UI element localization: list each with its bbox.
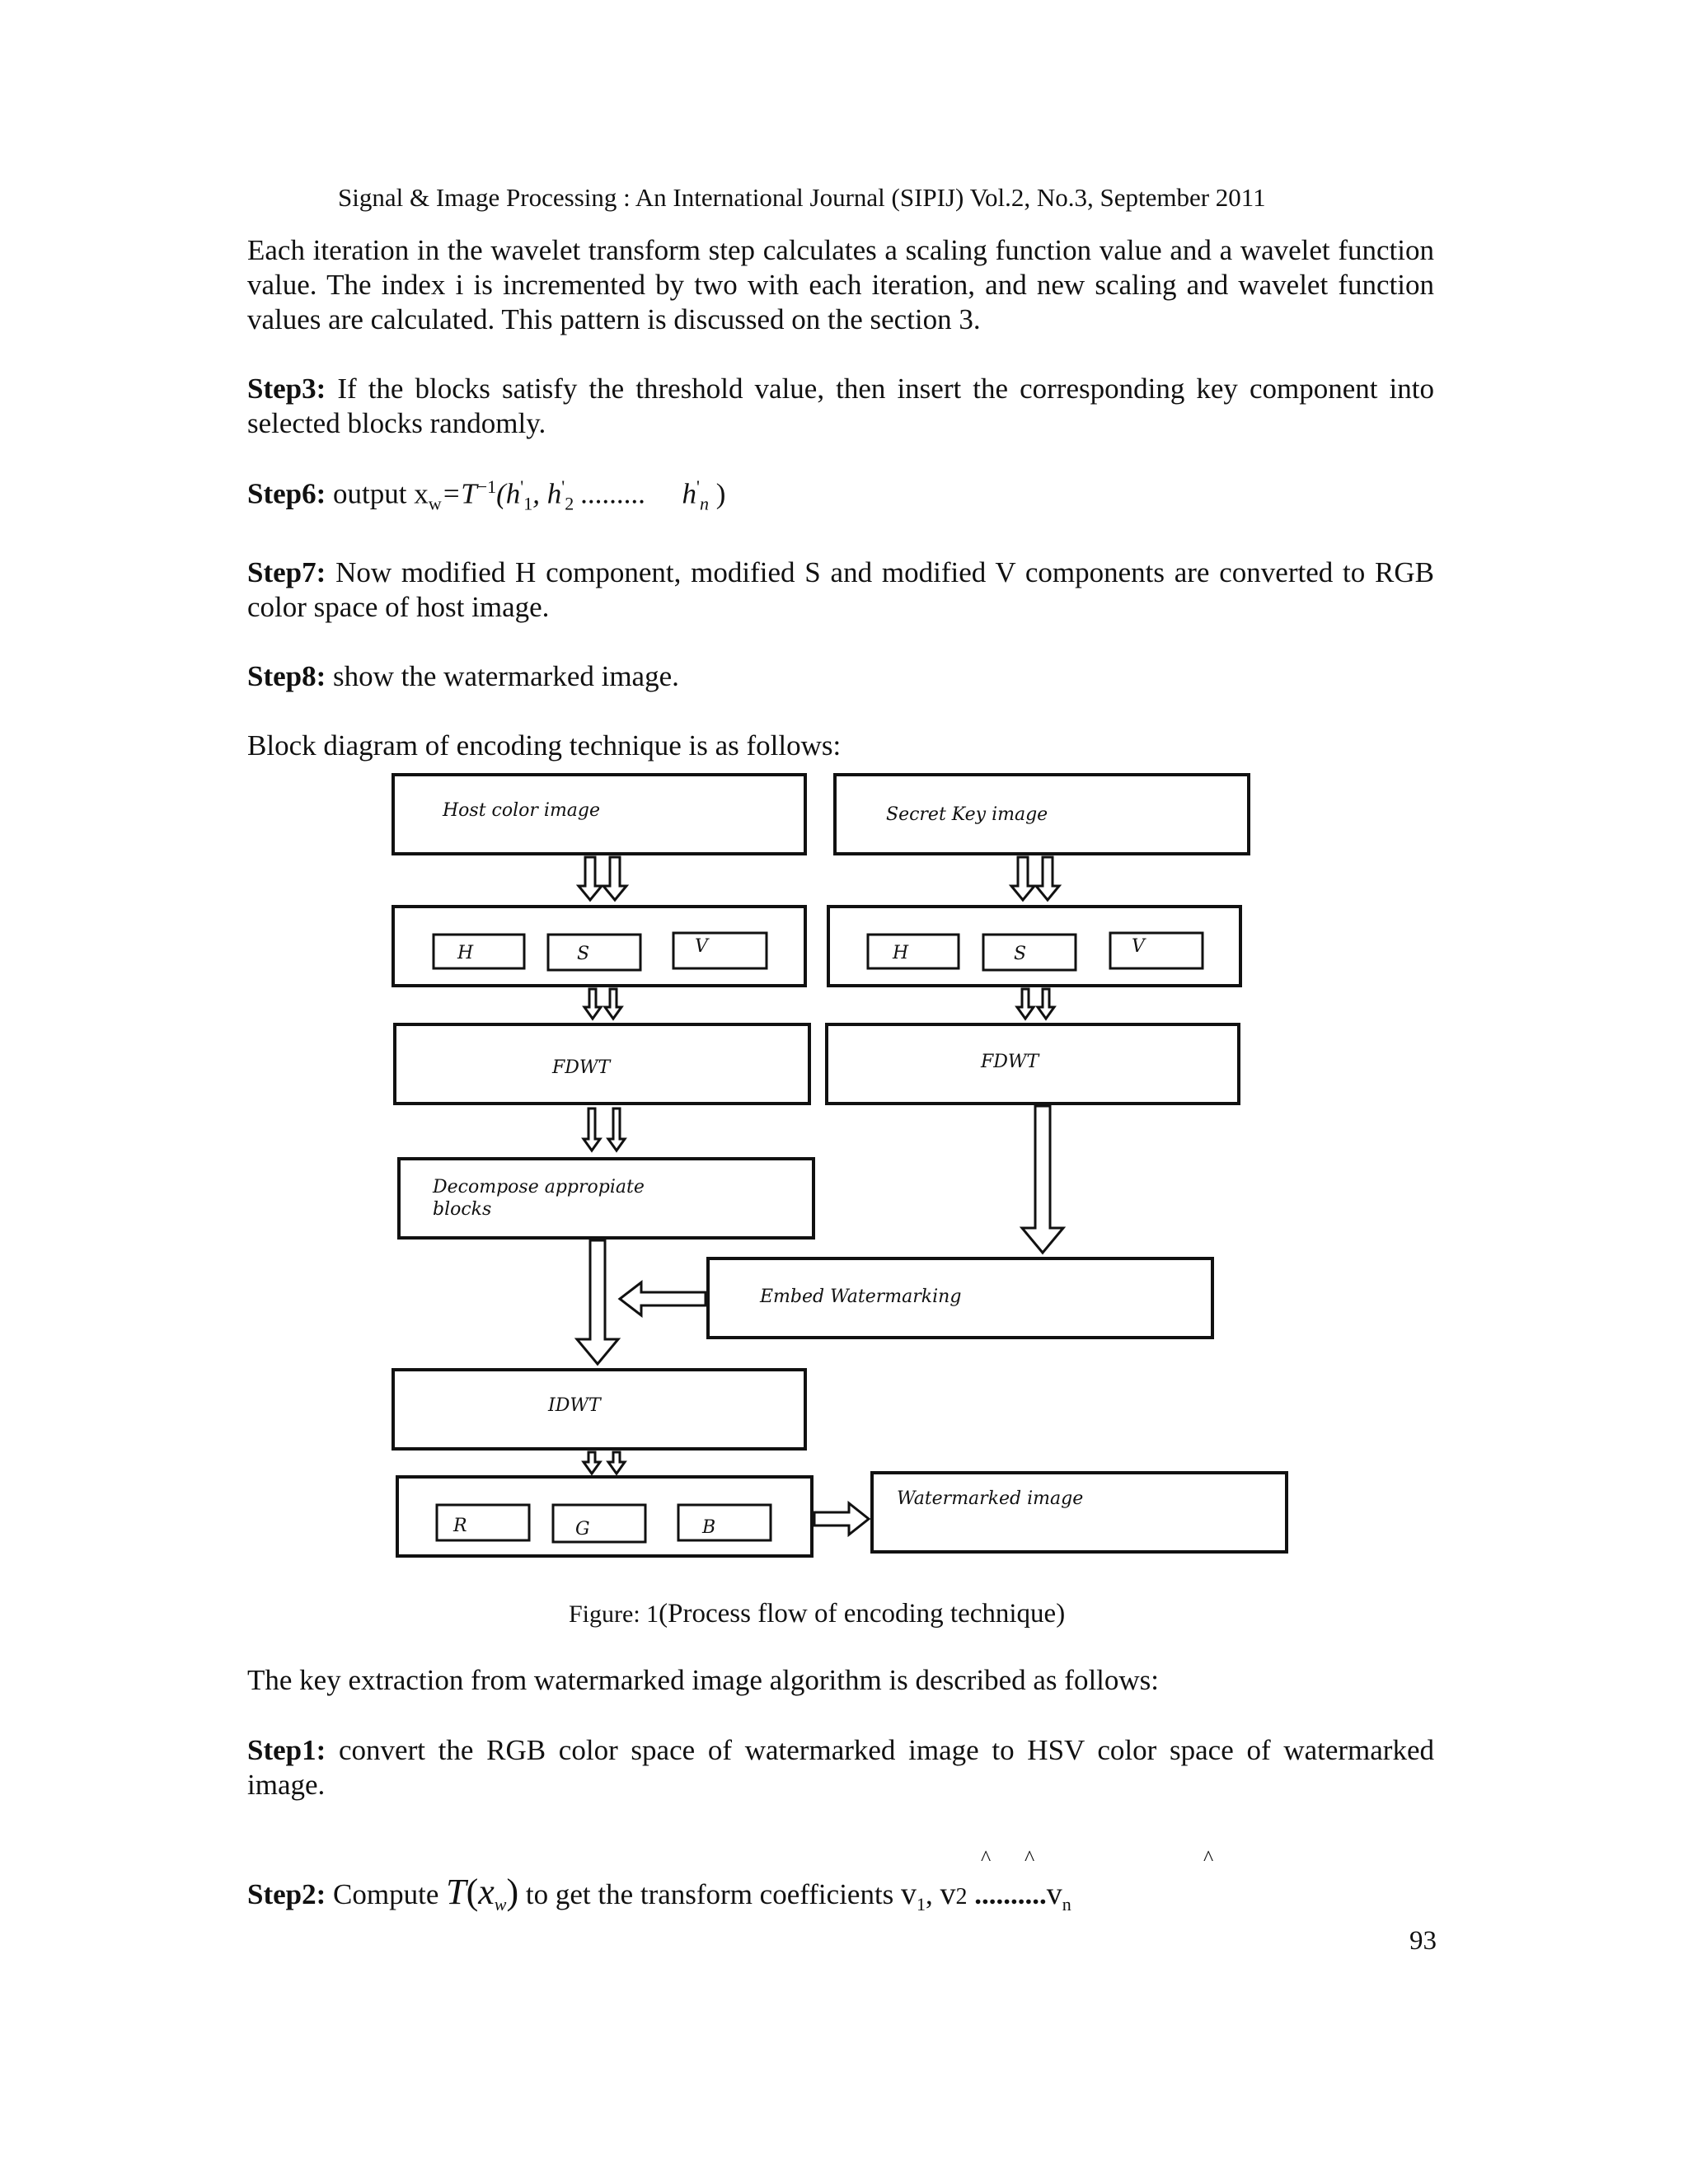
step1-label: Step1: xyxy=(247,1734,326,1766)
step2-comma: , xyxy=(926,1878,933,1910)
s-box-left xyxy=(548,935,640,970)
h-label-right: H xyxy=(893,943,909,963)
step3-text: If the blocks satisfy the threshold value, then insert the corresponding key component into selected blocks randomly. xyxy=(247,373,1434,439)
hat-2: ^ xyxy=(1025,1846,1035,1870)
arrow-fdwt-decompose-a xyxy=(584,1108,600,1151)
secret-label: Secret Key image xyxy=(886,804,1048,825)
step2-v2: v xyxy=(940,1877,956,1911)
step6-eq: =T xyxy=(441,477,477,510)
arrow-host-hsv-a xyxy=(579,857,602,900)
embed-label: Embed Watermarking xyxy=(760,1286,962,1307)
hat-1: ^ xyxy=(981,1846,992,1870)
hat-n: ^ xyxy=(1203,1846,1214,1870)
arrow-secret-hsv-b xyxy=(1036,857,1059,900)
step2-sub1: 1 xyxy=(917,1894,926,1915)
step2-argsub: w xyxy=(494,1894,507,1915)
r-label: R xyxy=(453,1516,467,1536)
arrow-idwt-rgb-a xyxy=(584,1452,600,1474)
s-box-right xyxy=(983,935,1076,970)
h-label-left: H xyxy=(457,943,474,963)
step2-vn: v xyxy=(1046,1877,1062,1911)
step6-sub2: 2 xyxy=(565,493,574,514)
step6-label: Step6: xyxy=(247,477,326,510)
v-box-left xyxy=(673,933,767,968)
arrow-idwt-rgb-b xyxy=(608,1452,625,1474)
step2-subn: n xyxy=(1062,1894,1071,1915)
r-box xyxy=(437,1505,529,1540)
step7-text: Now modified H component, modified S and modified V components are converted to RGB color space of host image. xyxy=(247,556,1434,623)
decompose-label-2: blocks xyxy=(433,1199,492,1220)
v-box-right xyxy=(1110,933,1203,968)
arrow-embed-flow xyxy=(620,1282,706,1315)
step6-sub-w: w xyxy=(428,493,442,514)
step1-text: convert the RGB color space of watermarked image to HSV color space of watermarked image. xyxy=(247,1734,1434,1801)
watermarked-box xyxy=(872,1473,1287,1552)
step8-label: Step8: xyxy=(247,660,326,692)
h-box-right xyxy=(868,935,959,968)
v-label-left: V xyxy=(695,936,708,957)
step2-text: Compute xyxy=(326,1878,447,1910)
diagram-intro: Block diagram of encoding technique is as follows: xyxy=(247,729,842,762)
arrow-hsv-fdwt-left-b xyxy=(605,989,621,1019)
arrow-decompose-idwt xyxy=(577,1240,618,1364)
arrow-fdwt-decompose-b xyxy=(608,1108,625,1151)
step2-arg: x xyxy=(478,1872,495,1912)
step2-rest: to get the transform coefficients xyxy=(518,1878,902,1910)
b-box xyxy=(678,1505,771,1540)
step2-label: Step2: xyxy=(247,1878,326,1910)
arrow-hsv-fdwt-right-b xyxy=(1038,989,1054,1019)
caption-prefix: Figure: 1 xyxy=(569,1601,659,1628)
h-box-left xyxy=(434,935,524,968)
hsv-box-left xyxy=(393,907,805,986)
arrow-hsv-fdwt-right-a xyxy=(1017,989,1034,1019)
running-header: Signal & Image Processing : An International Journal (SIPIJ) Vol.2, No.3, September 2011 xyxy=(338,183,1266,212)
arrow-rgb-watermarked xyxy=(814,1503,869,1535)
g-box xyxy=(553,1505,645,1542)
step1-paragraph xyxy=(247,1733,1434,1802)
step6-prime3: ' xyxy=(696,476,700,497)
v-label-right: V xyxy=(1132,936,1145,957)
fdwt-label-right: FDWT xyxy=(981,1052,1039,1072)
arrow-hsv-fdwt-left-a xyxy=(584,989,601,1019)
step6-close: ) xyxy=(708,477,726,510)
g-label: G xyxy=(575,1519,590,1540)
step6-inverse: −1 xyxy=(476,476,497,497)
step2-fn: T xyxy=(446,1872,467,1912)
arrow-host-hsv-b xyxy=(603,857,626,900)
step7-label: Step7: xyxy=(247,556,326,588)
figure-caption xyxy=(569,1599,1065,1629)
step6-mid: , h xyxy=(532,477,562,510)
arrow-fdwt-embed xyxy=(1022,1106,1063,1253)
step6-sub1: 1 xyxy=(523,493,533,514)
step2-dots: .......... xyxy=(967,1878,1047,1910)
hsv-box-right xyxy=(828,907,1240,986)
s-label-left: S xyxy=(577,944,590,964)
page-number: 93 xyxy=(1409,1926,1437,1956)
extraction-intro: The key extraction from watermarked image algorithm is described as follows: xyxy=(247,1664,1160,1696)
step6-text: output x xyxy=(326,477,429,510)
watermarked-label: Watermarked image xyxy=(897,1488,1084,1509)
decompose-box xyxy=(399,1159,814,1238)
step6-prime2: ' xyxy=(561,476,565,497)
s-label-right: S xyxy=(1014,944,1027,964)
b-label: B xyxy=(702,1517,716,1538)
arrow-secret-hsv-a xyxy=(1011,857,1034,900)
step8-text: show the watermarked image. xyxy=(326,660,679,692)
caption-text: (Process flow of encoding technique) xyxy=(659,1599,1066,1629)
step2-v1: v xyxy=(901,1877,917,1911)
idwt-label: IDWT xyxy=(548,1395,601,1416)
step3-label: Step3: xyxy=(247,373,326,405)
step6-subn: n xyxy=(699,493,709,514)
step6-dots: ......... h xyxy=(574,477,696,510)
decompose-label-1: Decompose appropiate xyxy=(433,1177,645,1197)
step2-sub2: 2 xyxy=(955,1884,968,1910)
intro-paragraph: Each iteration in the wavelet transform step calculates a scaling function value and a wavelet function value. The index i is incremented by two with each iteration, and new scaling and wavelet function values are calculated. This pattern is discussed on the section 3. xyxy=(247,234,1434,335)
step2-line: Step2: Compute $T(x_w)$ to get the transform coefficients $v_1$, v2 $..........v_n$ xyxy=(247,1872,1071,1915)
step6-prime1: ' xyxy=(520,476,524,497)
host-label: Host color image xyxy=(443,800,601,821)
step6-body: (h xyxy=(496,477,521,510)
fdwt-label-left: FDWT xyxy=(552,1057,611,1078)
